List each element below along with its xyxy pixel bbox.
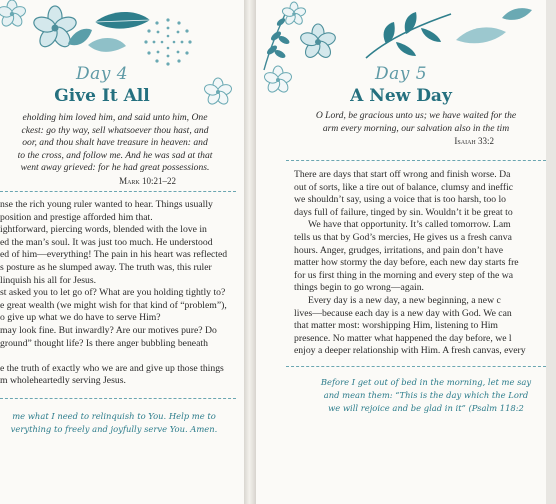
- body-line: that matter most: worshipping Him, listening to Him: [294, 320, 498, 332]
- right-page: [256, 0, 546, 504]
- scripture-reference: Isaiah 33:2: [454, 136, 494, 147]
- day-label: Day 4: [75, 64, 129, 84]
- flower-icon: [281, 2, 306, 26]
- prayer: [296, 376, 556, 414]
- verse-line: eholding him loved him, and said unto him, One: [22, 112, 208, 123]
- body-line: Every day is a new day, a new beginning, a new c: [308, 294, 501, 306]
- body-line: ightforward, piercing words, blended with the love in: [0, 224, 207, 236]
- body-line: days full of failure, tinged by sin. Wouldn’t it be great to: [294, 206, 513, 218]
- floral-header-left: [0, 0, 244, 100]
- body-line: for us first thing in the morning and every step of the wa: [294, 269, 513, 281]
- devotion-body: [294, 169, 544, 358]
- verse-line: arm every morning, our salvation also in the tim: [322, 122, 510, 134]
- verse-line: went away grieved: for he had great possessions.: [20, 162, 210, 174]
- floral-header-right: [256, 0, 546, 100]
- body-line: linquish his all for Jesus.: [0, 274, 97, 286]
- body-line: we shouldn’t say, using a voice that is too harsh, too lo: [294, 194, 507, 206]
- devotion-title: Give It All: [54, 86, 150, 106]
- body-line: nse the rich young ruler wanted to hear. Things usually: [0, 199, 213, 210]
- body-line: matter how stormy the day before, each new day starts fre: [294, 257, 519, 269]
- prayer-line: verything to freely and joyfully serve You. Amen.: [10, 423, 218, 434]
- body-line: lives—because each day is a new day with God. We can: [294, 307, 512, 319]
- body-line: position and prestige afforded him that.: [0, 211, 153, 223]
- body-line: hours. Anger, grudges, irritations, and pain don’t have: [294, 244, 504, 256]
- devotion-body: [0, 199, 240, 388]
- body-line: o give up what we do have to serve Him?: [0, 312, 161, 324]
- prayer-line: we will rejoice and be glad in it” (Psalm 118:2: [328, 402, 524, 413]
- dotted-burst-icon: [144, 18, 191, 65]
- scripture-verse: [256, 110, 546, 148]
- divider: [0, 191, 236, 192]
- prayer-line: Before I get out of bed in the morning, let me say: [320, 377, 532, 387]
- body-line: e great wealth (we might wish for that kind of “problem”),: [0, 299, 227, 311]
- prayer-line: and mean them: “This is the day which the Lord: [323, 389, 529, 400]
- leaf-branch-icon: [68, 12, 150, 52]
- body-line: We have that opportunity. It’s called tomorrow. Lam: [308, 219, 511, 231]
- verse-line: oor, and thou shalt have treasure in heaven: and: [22, 137, 208, 149]
- body-line: out of sorts, like a tire out of balance, clumsy and ineffic: [294, 181, 514, 193]
- verse-line: to the cross, and follow me. And he was sad at that: [17, 149, 213, 161]
- body-line: ed the man’s soul. It was just too much. He understood: [0, 236, 213, 248]
- body-line: things begin to go wrong—again.: [294, 282, 424, 294]
- left-page: [0, 0, 244, 504]
- verse-line: ckest: go thy way, sell whatsoever thou hast, and: [21, 124, 209, 136]
- body-line: There are days that start off wrong and finish worse. Da: [294, 169, 511, 180]
- body-line: e the truth of exactly who we are and give up those things: [0, 362, 224, 374]
- body-line: tells us that by God’s mercies, He gives us a fresh canva: [294, 231, 512, 243]
- divider: [0, 398, 236, 399]
- body-line: s posture as he slumped away. The truth was, this ruler: [0, 261, 212, 273]
- flower-icon: [0, 0, 27, 28]
- body-line: ground” thought life? Is there anger bubbling beneath: [0, 337, 208, 349]
- divider: [286, 366, 546, 367]
- body-line: may look fine. But inwardly? Are our motives pure? Do: [0, 324, 217, 336]
- body-line: enjoy a deeper relationship with Him. A fresh canvas, every: [294, 345, 526, 357]
- verse-line: O Lord, be gracious unto us; we have waited for the: [315, 110, 517, 121]
- day-label: Day 5: [374, 64, 428, 84]
- body-line: st asked you to let go of? What are you holding tightly to?: [0, 287, 226, 299]
- body-line: ed of him—everything! The pain in his heart was reflected: [0, 249, 228, 261]
- scripture-verse: [0, 112, 234, 188]
- prayer: [0, 410, 232, 436]
- divider: [286, 160, 546, 161]
- book-gutter: [244, 0, 256, 504]
- devotion-title: A New Day: [350, 86, 452, 106]
- body-line: [0, 350, 240, 363]
- flower-icon: [299, 24, 337, 60]
- scripture-reference: Mark 10:21–22: [119, 175, 176, 186]
- body-line: presence. No matter what happened the day before, we l: [294, 332, 512, 344]
- leaf-branch-icon: [366, 8, 532, 58]
- prayer-line: me what I need to relinquish to You. Help me to: [12, 411, 216, 421]
- body-line: m wholeheartedly serving Jesus.: [0, 375, 126, 387]
